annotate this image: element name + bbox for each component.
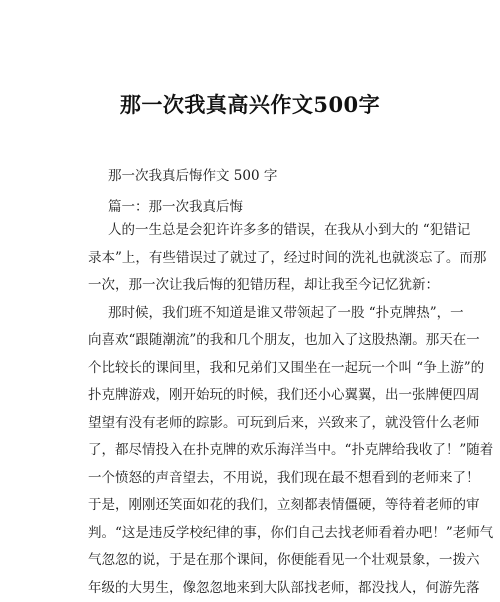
paragraph-line: 向喜欢“跟随潮流”的我和几个朋友，也加入了这股热潮。那天在一 — [88, 327, 422, 355]
paragraph-line: 了，都尽情投入在扑克牌的欢乐海洋当中。“扑克牌给我收了！”随着 — [88, 437, 422, 465]
document-title: 那一次我真高兴作文500字 — [0, 89, 500, 119]
paragraph-line: 判。“这是违反学校纪律的事，你们自己去找老师看着办吧！”老师气 — [88, 520, 422, 548]
paragraph-line: 一个愤怒的声音望去，不用说，我们现在最不想看到的老师来了！ — [88, 465, 422, 493]
document-body — [88, 217, 422, 602]
paragraph-line: 那时候，我们班不知道是谁又带领起了一股 “扑克牌热”，一 — [88, 300, 422, 328]
section-heading: 篇一：那一次我真后悔 — [108, 195, 243, 215]
paragraph-line: 扑克牌游戏，刚开始玩的时候，我们还小心翼翼，出一张牌便四周 — [88, 382, 422, 410]
paragraph-intro — [88, 217, 422, 300]
paragraph-line: 录本”上，有些错误过了就过了，经过时间的洗礼也就淡忘了。而那 — [88, 245, 422, 273]
paragraph-story — [88, 300, 422, 602]
paragraph-line: 个比较长的课间里，我和兄弟们又围坐在一起玩一个叫 “争上游”的 — [88, 355, 422, 383]
paragraph-line: 一次，那一次让我后悔的犯错历程，却让我至今记忆犹新： — [88, 272, 422, 300]
paragraph-line: 人的一生总是会犯许许多多的错误，在我从小到大的 “犯错记 — [88, 217, 422, 245]
paragraph-line: 气忽忽的说，于是在那个课间，你便能看见一个壮观景象，一拨六 — [88, 547, 422, 575]
paragraph-line: 年级的大男生，像忽忽地来到大队部找老师，都没找人，何游先落 — [88, 575, 422, 602]
document-subtitle: 那一次我真后悔作文 500 字 — [108, 164, 277, 184]
paragraph-line: 望望有没有老师的踪影。可玩到后来，兴致来了，就没管什么老师 — [88, 410, 422, 438]
paragraph-line: 于是，刚刚还笑面如花的我们，立刻都表情僵硬，等待着老师的审 — [88, 492, 422, 520]
